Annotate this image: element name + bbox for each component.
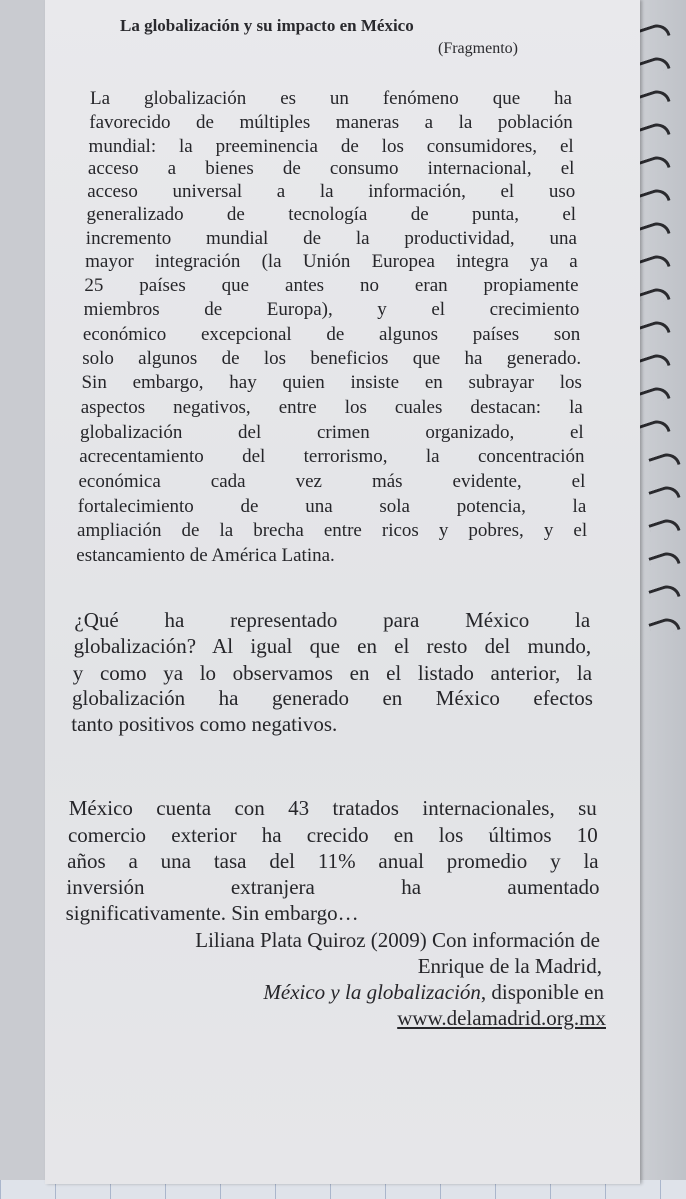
text-line: solo algunos de los beneficios que ha generado. — [82, 348, 582, 369]
text-line: significativamente. Sin embargo… — [65, 901, 359, 925]
text-line: Sin embargo, hay quien insiste en subrayar los — [81, 372, 582, 393]
text-line: comercio exterior ha crecido en los últimos 10 — [67, 823, 598, 847]
text-line: 25 países que antes no eran propiamente — [84, 275, 579, 296]
text-line: incremento mundial de la productividad, una — [85, 228, 577, 249]
text-line: acrecentamiento del terrorismo, la concentración — [79, 446, 585, 467]
text-line: globalización? Al igual que en el resto del mundo, — [73, 634, 592, 658]
text-line: estancamiento de América Latina. — [76, 545, 335, 566]
text-line: generalizado de tecnología de punta, el — [86, 204, 577, 225]
text-line: fortalecimiento de una sola potencia, la — [77, 496, 587, 517]
text-line: acceso a bienes de consumo internacional, el — [87, 158, 575, 179]
text-line: globalización del crimen organizado, el — [79, 422, 584, 443]
book-title: México y la globalización — [263, 980, 481, 1004]
text-line: tanto positivos como negativos. — [71, 712, 338, 736]
text-line: La globalización es un fenómeno que ha — [90, 88, 572, 109]
text-line: y como ya lo observamos en el listado anterior, la — [72, 661, 593, 685]
text-line: favorecido de múltiples maneras a la población — [89, 112, 573, 133]
text-line: económico excepcional de algunos países son — [82, 324, 581, 345]
document-subtitle: (Fragmento) — [438, 40, 518, 57]
text-line: económica cada vez más evidente, el — [78, 471, 586, 492]
text-line: acceso universal a la información, el uso — [87, 181, 576, 202]
citation-source: Enrique de la Madrid, — [417, 954, 602, 978]
text-line: México cuenta con 43 tratados internacionales, su — [68, 796, 597, 820]
citation-available: , disponible en — [480, 980, 604, 1004]
text-line: mayor integración (la Unión Europea integra ya a — [85, 251, 578, 272]
text-line: inversión extranjera ha aumentado — [66, 875, 600, 899]
text-line: globalización ha generado en México efectos — [72, 686, 593, 710]
text-line: aspectos negativos, entre los cuales destacan: la — [80, 397, 583, 418]
text-line: miembros de Europa), y el crecimiento — [83, 299, 580, 320]
text-line: ¿Qué ha representado para México la — [74, 608, 591, 632]
document-title: La globalización y su impacto en México — [120, 16, 414, 35]
text-line: mundial: la preeminencia de los consumidores, el — [88, 136, 574, 157]
text-line: ampliación de la brecha entre ricos y pobres, y el — [77, 520, 588, 541]
citation-book — [150, 980, 604, 1005]
citation-url[interactable]: www.delamadrid.org.mx — [397, 1006, 606, 1030]
text-line: años a una tasa del 11% anual promedio y la — [67, 849, 599, 873]
citation-author: Liliana Plata Quiroz (2009) Con información de — [195, 928, 600, 952]
